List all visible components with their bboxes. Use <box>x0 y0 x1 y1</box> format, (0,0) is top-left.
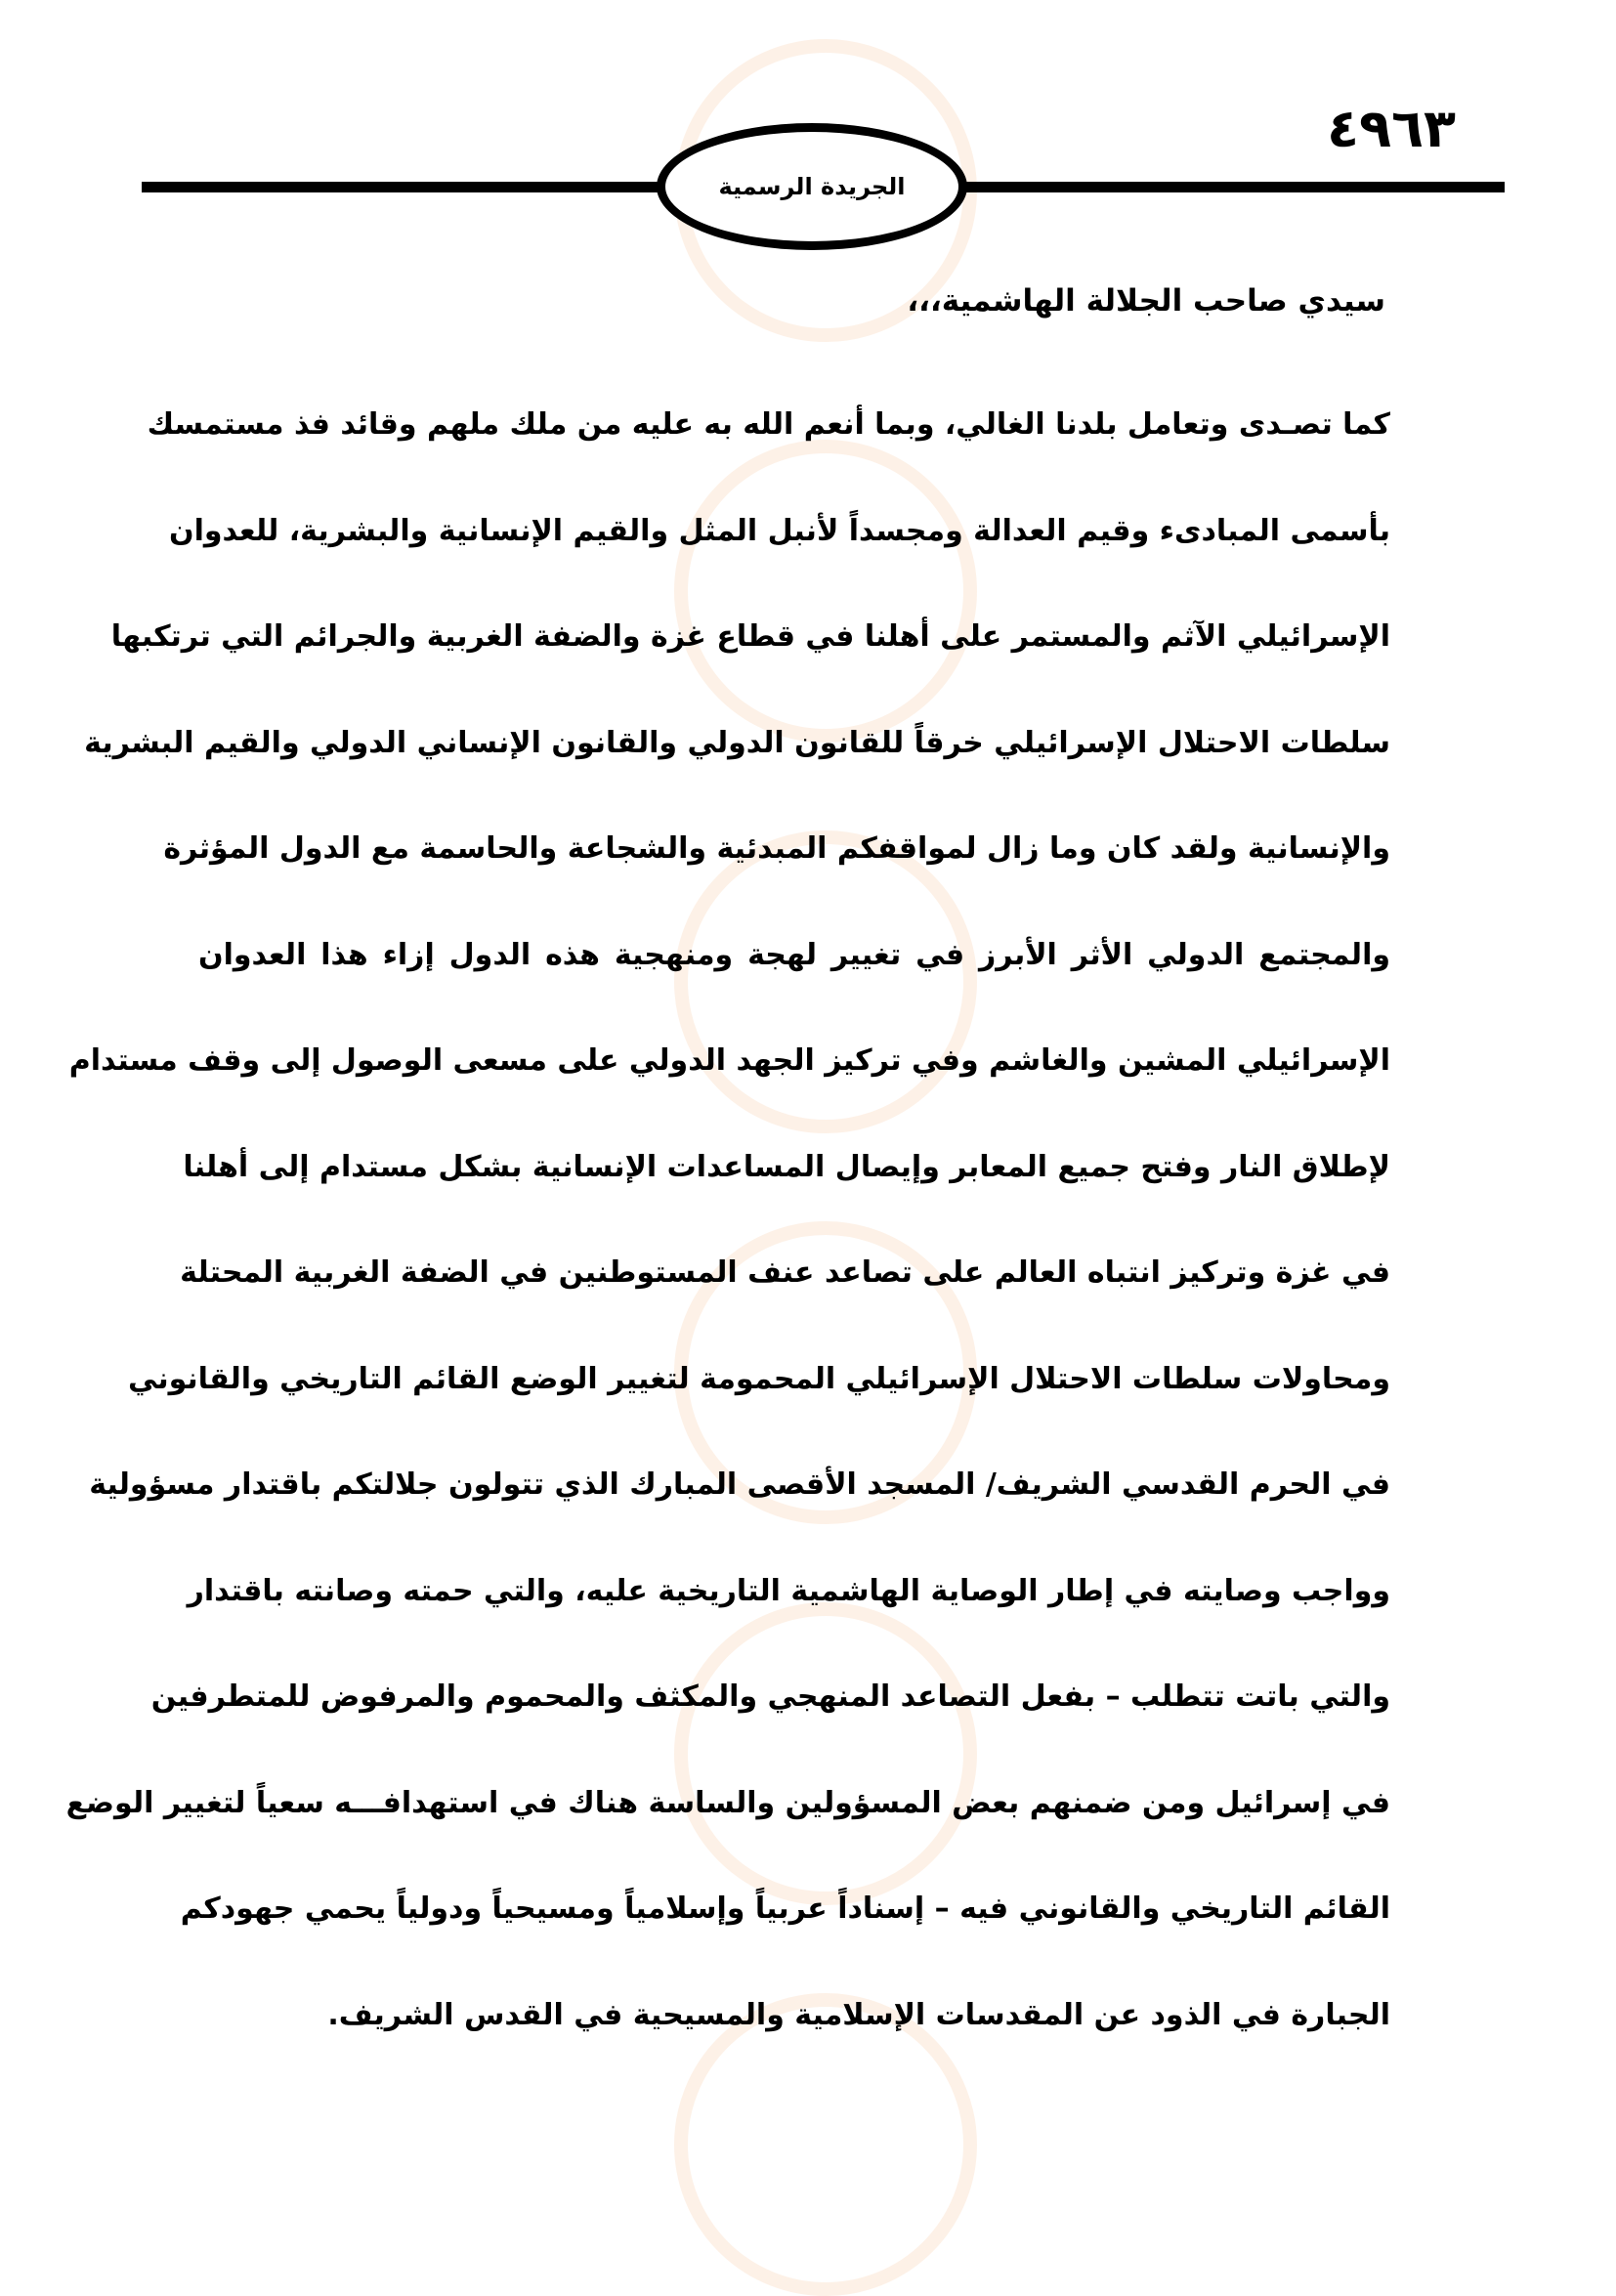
page-number: ٤٩٦٣ <box>1327 98 1456 159</box>
text-line: وواجب وصايته في إطار الوصاية الهاشمية التاريخية عليه، والتي حمته وصانته باقتدار <box>187 1573 1390 1608</box>
text-line: في الحرم القدسي الشريف/ المسجد الأقصى المبارك الذي تتولون جلالتكم باقتدار مسؤولية <box>89 1467 1390 1502</box>
text-line: الإسرائيلي الآثم والمستمر على أهلنا في قطاع غزة والضفة الغربية والجرائم التي ترتكبها <box>110 619 1390 654</box>
text-line: القائم التاريخي والقانوني فيه – إسناداً عربياً وإسلامياً ومسيحياً ودولياً يحمي جهودكم <box>180 1892 1390 1926</box>
text-line: كما تصـدى وتعامل بلدنا الغالي، وبما أنعم الله به عليه من ملك ملهم وقائد فذ مستمسك <box>147 407 1390 442</box>
text-line: في إسرائيل ومن ضمنهم بعض المسؤولين والساسة هناك في استهدافـــه سعياً لتغيير الوضع <box>65 1785 1390 1820</box>
text-line: والإنسانية ولقد كان وما زال لمواقفكم المبدئية والشجاعة والحاسمة مع الدول المؤثرة <box>163 831 1390 866</box>
gazette-title-oval <box>657 123 967 250</box>
text-line: الإسرائيلي المشين والغاشم وفي تركيز الجهد الدولي على مسعى الوصول إلى وقف مستدام <box>68 1043 1390 1078</box>
text-line: ومحاولات سلطات الاحتلال الإسرائيلي المحمومة لتغيير الوضع القائم التاريخي والقانوني <box>127 1361 1390 1396</box>
text-line: الجبارة في الذود عن المقدسات الإسلامية والمسيحية في القدس الشريف. <box>327 1997 1390 2032</box>
text-line: والمجتمع الدولي الأثر الأبرز في تغيير لهجة ومنهجية هذه الدول إزاء هذا العدوان <box>198 937 1390 972</box>
text-line: لإطلاق النار وفتح جميع المعابر وإيصال المساعدات الإنسانية بشكل مستدام إلى أهلنا <box>183 1149 1390 1184</box>
greeting: سيدي صاحب الجلالة الهاشمية،،، <box>907 283 1385 319</box>
gazette-title: الجريدة الرسمية <box>718 173 906 200</box>
text-line: بأسمى المبادىء وقيم العدالة ومجسداً لأنبل المثل والقيم الإنسانية والبشرية، للعدوان <box>169 513 1390 548</box>
text-line: والتي باتت تتطلب – بفعل التصاعد المنهجي والمكثف والمحموم والمرفوض للمتطرفين <box>150 1679 1390 1714</box>
body-text <box>65 396 1390 2092</box>
text-line: في غزة وتركيز انتباه العالم على تصاعد عنف المستوطنين في الضفة الغربية المحتلة <box>180 1255 1390 1290</box>
text-line: سلطات الاحتلال الإسرائيلي خرقاً للقانون الدولي والقانون الإنساني الدولي والقيم البشرية <box>84 725 1390 760</box>
